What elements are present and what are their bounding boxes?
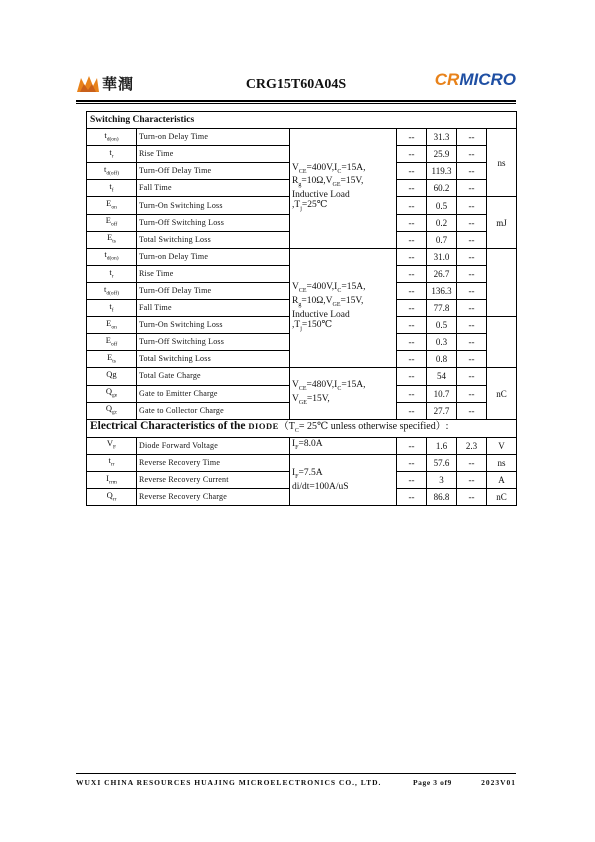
symbol-cell [87,282,137,299]
symbol-cell [87,385,137,402]
condition-subscript: g [298,182,302,189]
symbol-subscript: d(off) [106,170,120,177]
unit-cell: ns [487,454,517,471]
symbol-text: t [103,283,107,294]
symbol-cell [87,402,137,419]
symbol-subscript: off [110,341,118,348]
typ-value: 60.2 [427,180,457,197]
note-text: = 25℃ unless otherwise specified）: [298,420,449,432]
parameter-name: Turn-On Switching Loss [137,197,290,214]
condition-line [292,296,394,310]
condition-line [292,439,394,453]
footer-rule [76,773,516,774]
condition-text: =8.0A [298,438,323,449]
condition-text: V [292,282,299,293]
parameter-name: Turn-Off Delay Time [137,163,290,180]
condition-subscript: j [300,325,302,332]
condition-text: =15A, [341,282,366,293]
min-value: -- [397,488,427,505]
min-value: -- [397,282,427,299]
condition-text: ,T [292,320,301,331]
min-value: -- [397,471,427,488]
symbol-text: t [108,455,111,466]
min-value: -- [397,214,427,231]
condition-text: =480V,I [306,379,338,390]
unit-cell: V [487,437,517,454]
table-row [87,129,517,146]
characteristics-table [86,111,517,506]
page-header [76,68,516,102]
symbol-text: Q [106,489,113,500]
min-value: -- [397,231,427,248]
note-subscript: C [294,427,299,434]
condition-subscript: CE [298,288,307,295]
symbol-subscript: d(on) [106,136,119,143]
condition-subscript: C [337,385,342,392]
typ-value: 31.3 [427,129,457,146]
table-row [87,437,517,454]
test-condition-cell [290,454,397,505]
condition-subscript: g [298,302,302,309]
symbol-text: Q [105,403,112,414]
symbol-subscript: f [111,307,114,314]
parameter-name: Total Switching Loss [137,231,290,248]
condition-line [292,320,394,334]
condition-line [292,190,394,200]
symbol-subscript: r [111,273,114,280]
condition-text: =15V, [306,393,330,404]
condition-subscript: F [295,444,299,451]
max-value: -- [457,248,487,265]
condition-line [292,380,394,394]
typ-value: 0.2 [427,214,457,231]
symbol-text: t [103,163,107,174]
condition-line [292,310,394,320]
table-body [87,112,517,506]
typ-value: 0.7 [427,231,457,248]
unit-cell: nC [487,488,517,505]
condition-text: ,T [292,200,301,211]
symbol-cell [87,163,137,180]
condition-text: =15A, [341,162,366,173]
unit-cell: ns [487,129,517,197]
condition-subscript: GE [332,302,341,309]
symbol-subscript: gc [111,409,118,416]
symbol-subscript: rrm [108,479,117,486]
symbol-text: t [104,249,107,260]
symbol-text: E [107,232,113,243]
parameter-name: Fall Time [137,180,290,197]
diode-condition-note [279,421,449,432]
symbol-cell [87,471,137,488]
parameter-name: Turn-on Delay Time [137,248,290,265]
document-title: CRG15T60A04S [245,77,347,92]
symbol-cell [87,437,137,454]
note-text: （T [278,420,295,432]
test-condition-cell [290,437,397,454]
condition-line [292,468,394,482]
condition-line [292,282,394,296]
max-value: -- [457,180,487,197]
min-value: -- [397,317,427,334]
condition-text: Inductive Load [292,310,350,321]
parameter-name: Reverse Recovery Time [137,454,290,471]
symbol-cell [87,351,137,368]
symbol-text: t [109,146,112,157]
max-value: -- [457,197,487,214]
symbol-subscript: off [110,221,118,228]
typ-value: 86.8 [427,488,457,505]
unit-cell-empty [487,248,517,316]
condition-subscript: GE [332,182,341,189]
parameter-name: Total Switching Loss [137,351,290,368]
condition-text: =400V,I [306,282,338,293]
symbol-text: t [109,266,112,277]
symbol-text: V [106,438,114,449]
symbol-subscript: ge [111,392,118,399]
symbol-subscript: d(on) [106,256,119,263]
symbol-text: E [107,352,113,363]
typ-value: 0.3 [427,334,457,351]
symbol-text: E [105,215,111,226]
symbol-subscript: f [111,187,114,194]
condition-text: V [292,393,299,404]
condition-text: Inductive Load [292,190,350,201]
condition-line [292,482,394,492]
test-condition-cell [290,248,397,368]
symbol-cell [87,180,137,197]
test-condition-cell [290,129,397,249]
typ-value: 0.5 [427,317,457,334]
condition-subscript: C [337,168,342,175]
condition-text: R [292,176,299,187]
footer-version: 2023V01 [481,778,516,787]
min-value: -- [397,437,427,454]
symbol-subscript: ts [112,239,116,246]
max-value: -- [457,231,487,248]
condition-line [292,200,394,214]
condition-subscript: CE [298,385,307,392]
condition-text: di/dt=100A/uS [292,481,349,492]
symbol-cell [87,334,137,351]
max-value: -- [457,163,487,180]
max-value: -- [457,334,487,351]
table-row [87,368,517,385]
typ-value: 0.5 [427,197,457,214]
symbol-cell [87,265,137,282]
typ-value: 10.7 [427,385,457,402]
parameter-name: Turn-Off Switching Loss [137,334,290,351]
symbol-cell [87,488,137,505]
symbol-subscript: on [111,204,117,211]
symbol-subscript: d(off) [106,290,120,297]
typ-value: 1.6 [427,437,457,454]
symbol-text: E [106,317,112,328]
parameter-name: Turn-Off Switching Loss [137,214,290,231]
max-value: -- [457,317,487,334]
max-value: -- [457,471,487,488]
typ-value: 3 [427,471,457,488]
diode-section-title [87,419,517,437]
typ-value: 27.7 [427,402,457,419]
max-value: -- [457,282,487,299]
symbol-subscript: F [113,445,117,452]
typ-value: 136.3 [427,282,457,299]
typ-value: 54 [427,368,457,385]
min-value: -- [397,265,427,282]
min-value: -- [397,146,427,163]
min-value: -- [397,385,427,402]
unit-cell-empty [487,317,517,368]
condition-text: V [292,162,299,173]
switching-section-title: Switching Characteristics [87,112,517,129]
symbol-subscript: ts [112,358,116,365]
symbol-text: t [109,300,112,311]
table-row [87,248,517,265]
diode-title-word: DIODE [248,420,279,431]
footer-company: WUXI CHINA RESOURCES HUAJING MICROELECTRONICS CO., LTD. [76,778,382,787]
unit-cell: mJ [487,197,517,248]
condition-text: I [292,467,296,478]
condition-text: =10Ω,V [301,176,333,187]
condition-text: =15V, [340,176,364,187]
max-value: -- [457,402,487,419]
symbol-text: Qg [106,369,117,380]
brand-cr-text: CR [434,70,460,89]
parameter-name: Rise Time [137,146,290,163]
symbol-cell [87,300,137,317]
condition-text: =25℃ [301,200,328,211]
min-value: -- [397,368,427,385]
symbol-text: t [109,181,112,192]
symbol-cell [87,197,137,214]
symbol-subscript: rr [112,496,117,503]
symbol-text: E [106,198,112,209]
min-value: -- [397,163,427,180]
min-value: -- [397,454,427,471]
parameter-name: Total Gate Charge [137,368,290,385]
max-value: -- [457,129,487,146]
symbol-text: I [106,472,109,483]
min-value: -- [397,351,427,368]
max-value: -- [457,351,487,368]
symbol-subscript: on [111,324,117,331]
min-value: -- [397,248,427,265]
typ-value: 119.3 [427,163,457,180]
max-value: -- [457,488,487,505]
min-value: -- [397,334,427,351]
condition-subscript: j [300,206,302,213]
header-rule [76,100,516,102]
symbol-cell [87,214,137,231]
min-value: -- [397,402,427,419]
table-row [87,454,517,471]
condition-line [292,394,394,408]
condition-text: I [292,438,296,449]
condition-line [292,176,394,190]
test-condition-cell [290,368,397,419]
symbol-subscript: rr [110,462,115,469]
max-value: -- [457,368,487,385]
parameter-name: Gate to Collector Charge [137,402,290,419]
parameter-name: Turn-on Delay Time [137,129,290,146]
max-value: -- [457,300,487,317]
header-rule-thin [76,103,516,104]
max-value: -- [457,265,487,282]
diode-title-text: Electrical Characteristics of the [90,419,249,432]
condition-subscript: C [337,288,342,295]
typ-value: 26.7 [427,265,457,282]
condition-subscript: CE [298,168,307,175]
max-value: -- [457,454,487,471]
typ-value: 57.6 [427,454,457,471]
symbol-cell [87,454,137,471]
typ-value: 77.8 [427,300,457,317]
parameter-name: Rise Time [137,265,290,282]
parameter-name: Diode Forward Voltage [137,437,290,454]
condition-subscript: GE [298,399,307,406]
max-value: -- [457,146,487,163]
min-value: -- [397,180,427,197]
min-value: -- [397,197,427,214]
unit-cell: A [487,471,517,488]
condition-text: =15V, [340,296,364,307]
min-value: -- [397,129,427,146]
symbol-cell [87,146,137,163]
condition-text: =10Ω,V [301,296,333,307]
parameter-name: Fall Time [137,300,290,317]
diode-section-header-row [87,419,517,437]
condition-subscript: F [295,473,299,480]
parameter-name: Reverse Recovery Charge [137,488,290,505]
condition-text: R [292,296,299,307]
logo-chinese-text: 華潤 [102,76,135,93]
symbol-cell [87,248,137,265]
symbol-cell [87,129,137,146]
crmicro-logo [435,70,516,90]
parameter-name: Gate to Emitter Charge [137,385,290,402]
symbol-cell [87,317,137,334]
symbol-subscript: r [111,153,114,160]
condition-text: =15A, [341,379,366,390]
symbol-text: Q [105,386,112,397]
section-header-row [87,112,517,129]
typ-value: 31.0 [427,248,457,265]
typ-value: 25.9 [427,146,457,163]
condition-text: V [292,379,299,390]
symbol-text: t [104,129,107,140]
parameter-name: Turn-On Switching Loss [137,317,290,334]
max-value: -- [457,385,487,402]
condition-line [292,163,394,177]
symbol-cell [87,368,137,385]
symbol-cell [87,231,137,248]
footer-page-number: Page 3 of9 [413,778,452,787]
symbol-text: E [105,334,111,345]
parameter-name: Reverse Recovery Current [137,471,290,488]
condition-text: =400V,I [306,162,338,173]
condition-text: =7.5A [298,467,323,478]
parameter-name: Turn-Off Delay Time [137,282,290,299]
condition-text: =150℃ [301,320,333,331]
min-value: -- [397,300,427,317]
brand-micro-text: MICRO [459,70,516,89]
max-value: -- [457,214,487,231]
max-value: 2.3 [457,437,487,454]
typ-value: 0.8 [427,351,457,368]
unit-cell: nC [487,368,517,419]
